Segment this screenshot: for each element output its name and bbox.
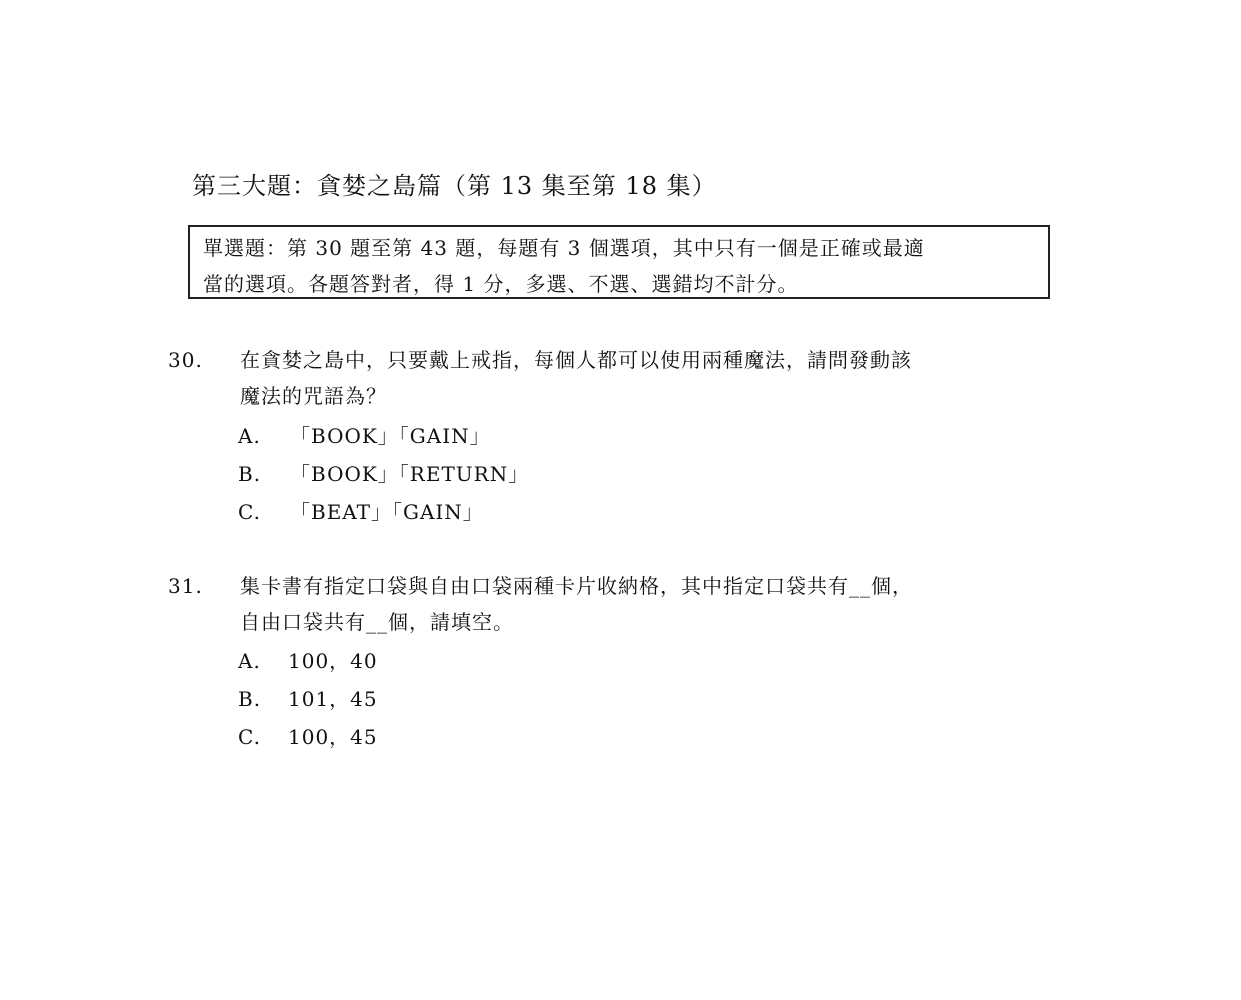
option-text: 100，40 bbox=[288, 649, 378, 673]
question-line: 在貪婪之島中，只要戴上戒指，每個人都可以使用兩種魔法，請問發動該 bbox=[240, 348, 912, 372]
option-text: 「BOOK」「RETURN」 bbox=[290, 462, 530, 486]
instructions-box bbox=[188, 225, 1050, 299]
option-letter: A. bbox=[238, 424, 261, 448]
question-line: 魔法的咒語為？ bbox=[240, 384, 387, 408]
option-letter: A. bbox=[238, 649, 261, 673]
option-letter: B. bbox=[238, 687, 262, 711]
question-text bbox=[240, 342, 1060, 414]
option-text: 「BEAT」「GAIN」 bbox=[290, 500, 484, 524]
section-title: 第三大題：貪婪之島篇（第 13 集至第 18 集） bbox=[192, 172, 717, 200]
option-text: 101，45 bbox=[288, 687, 378, 711]
option-letter: B. bbox=[238, 462, 262, 486]
option-text: 100，45 bbox=[288, 725, 378, 749]
instructions-line: 當的選項。各題答對者，得 1 分，多選、不選、選錯均不計分。 bbox=[203, 272, 799, 296]
question-line: 集卡書有指定口袋與自由口袋兩種卡片收納格，其中指定口袋共有__個， bbox=[240, 574, 913, 598]
option-letter: C. bbox=[238, 500, 261, 524]
instructions-line: 單選題：第 30 題至第 43 題，每題有 3 個選項，其中只有一個是正確或最適 bbox=[203, 236, 925, 260]
question-text bbox=[240, 568, 1060, 640]
question-number: 30. bbox=[168, 348, 203, 372]
question-number: 31. bbox=[168, 574, 203, 598]
option-letter: C. bbox=[238, 725, 261, 749]
option-text: 「BOOK」「GAIN」 bbox=[290, 424, 491, 448]
question-line: 自由口袋共有__個，請填空。 bbox=[240, 610, 514, 634]
